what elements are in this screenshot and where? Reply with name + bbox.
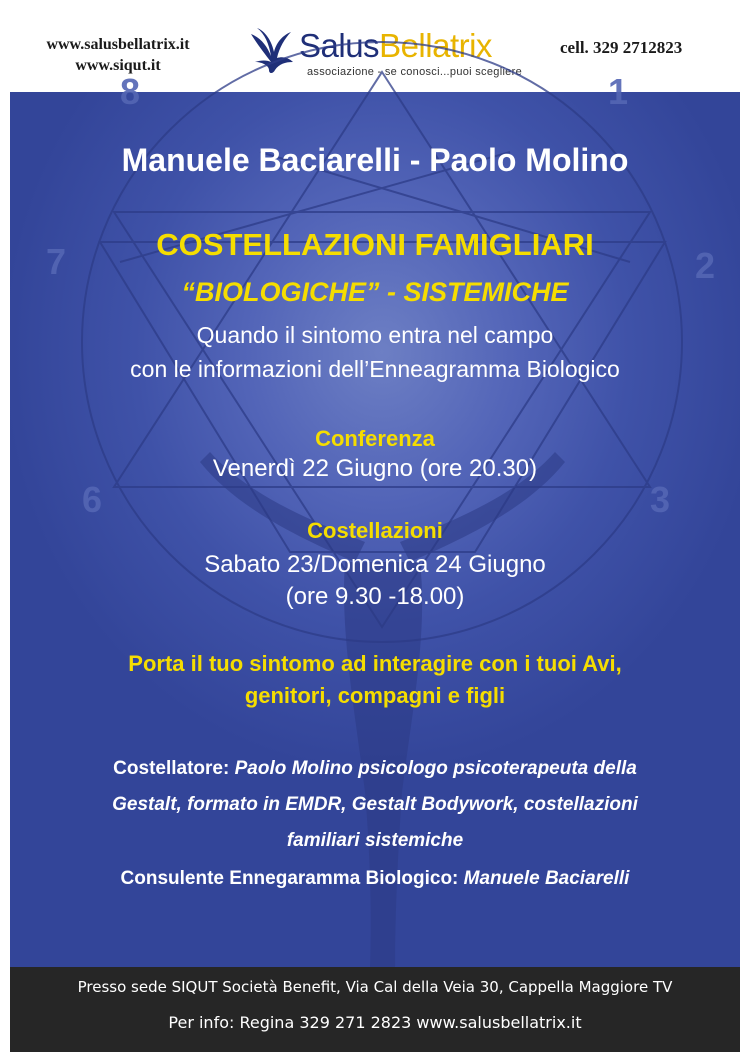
description-line-2: con le informazioni dell’Enneagramma Biologico	[130, 356, 620, 382]
consultant-line	[10, 867, 740, 891]
event-subtitle: “BIOLOGICHE” - SISTEMICHE	[181, 277, 569, 307]
poster-content	[10, 92, 740, 967]
authors-heading: Manuele Baciarelli - Paolo Molino	[121, 142, 629, 178]
constellations-date: Sabato 23/Domenica 24 Giugno	[204, 551, 546, 578]
logo-name: SalusBellatrix	[299, 27, 492, 64]
conference-label: Conferenza	[315, 426, 435, 451]
enneagram-number-3: 3	[650, 479, 671, 520]
contact-info: Per info: Regina 329 271 2823 www.salusbellatrix.it	[168, 1013, 582, 1032]
facilitator-description-1: Paolo Molino psicologo psicoterapeuta della	[234, 758, 637, 779]
enneagram-number-2: 2	[695, 245, 716, 286]
website-links	[18, 34, 218, 76]
facilitator-description-3: familiari sistemiche	[286, 830, 464, 851]
facilitator-description-2: Gestalt, formato in EMDR, Gestalt Bodywork, costellazioni	[112, 794, 638, 815]
enneagram-number-1: 1	[608, 71, 629, 112]
enneagram-number-8: 8	[120, 71, 141, 112]
footer-bar	[10, 967, 740, 1052]
enneagram-number-6: 6	[82, 479, 103, 520]
consultant-label: Consulente Ennegaramma Biologico:	[120, 868, 459, 889]
header	[0, 0, 744, 92]
constellations-time: (ore 9.30 -18.00)	[285, 583, 465, 610]
facilitator-line-1	[10, 757, 740, 781]
event-title: COSTELLAZIONI FAMIGLIARI	[156, 227, 594, 262]
constellations-label: Costellazioni	[307, 518, 443, 543]
phone-number: cell. 329 2712823	[560, 38, 683, 57]
description-line-1: Quando il sintomo entra nel campo	[196, 322, 554, 348]
venue-address: Presso sede SIQUT Società Benefit, Via Cal della Veia 30, Cappella Maggiore TV	[77, 978, 673, 996]
call-to-action-line-1: Porta il tuo sintomo ad interagire con i tuoi Avi,	[128, 651, 622, 676]
call-to-action-line-2: genitori, compagni e figli	[244, 683, 506, 708]
facilitator-label: Costellatore:	[113, 758, 230, 779]
logo	[247, 26, 537, 84]
consultant-name: Manuele Baciarelli	[463, 868, 630, 889]
enneagram-number-7: 7	[46, 241, 67, 282]
website-link-siqut[interactable]: www.siqut.it	[75, 57, 161, 74]
logo-tagline: associazione - se conosci...puoi scegliere	[307, 66, 522, 78]
dove-icon	[247, 26, 297, 76]
conference-date: Venerdì 22 Giugno (ore 20.30)	[212, 455, 538, 482]
website-link-salusbellatrix[interactable]: www.salusbellatrix.it	[46, 36, 190, 53]
